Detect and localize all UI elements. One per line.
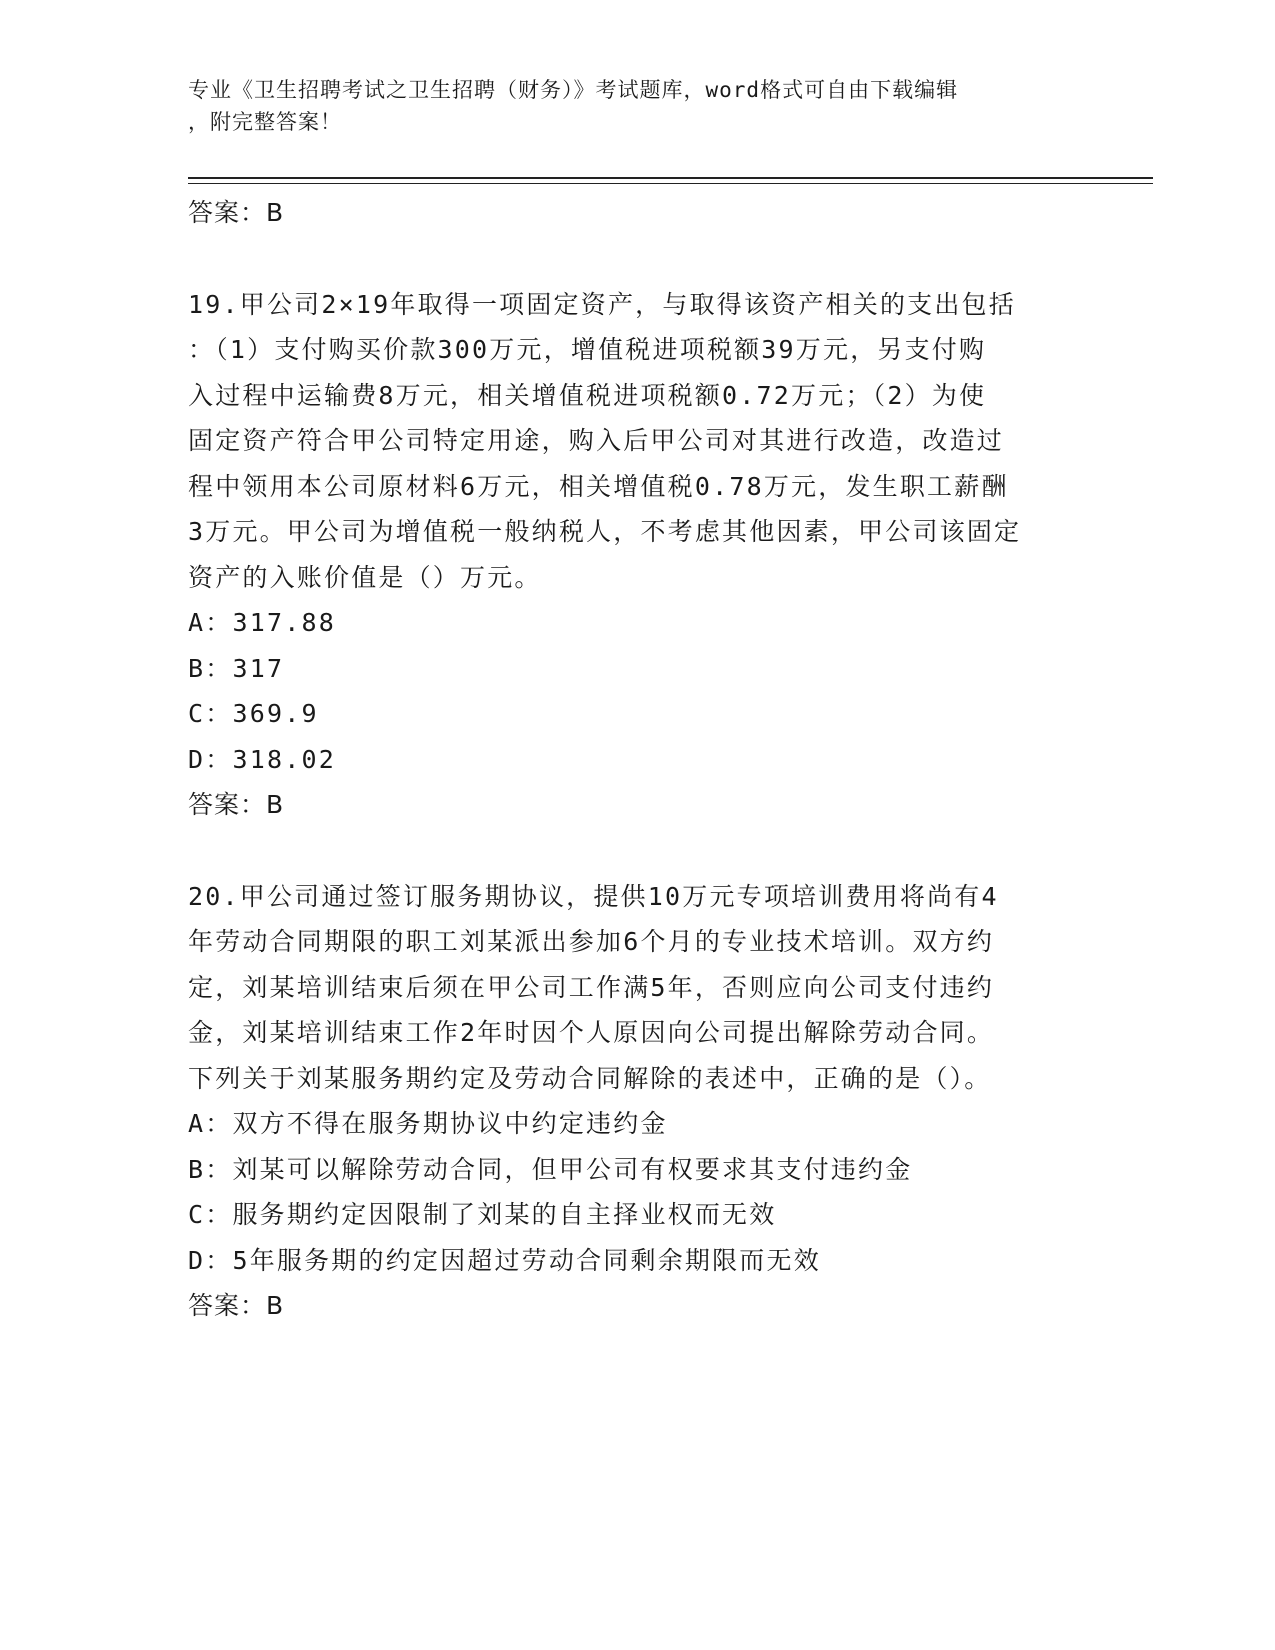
question-line: 20.甲公司通过签订服务期协议，提供10万元专项培训费用将尚有4 <box>188 881 999 911</box>
option-d: D：5年服务期的约定因超过劳动合同剩余期限而无效 <box>188 1245 821 1275</box>
answer: 答案：B <box>188 790 285 819</box>
question-line: 定，刘某培训结束后须在甲公司工作满5年，否则应向公司支付违约 <box>188 972 995 1002</box>
option-a: A：双方不得在服务期协议中约定违约金 <box>188 1109 668 1138</box>
question-line: 程中领用本公司原材料6万元，相关增值税0.78万元，发生职工薪酬 <box>188 471 1009 501</box>
option-b: B：刘某可以解除劳动合同，但甲公司有权要求其支付违约金 <box>188 1154 913 1184</box>
previous-answer: 答案：B <box>188 198 285 227</box>
header-divider-thin <box>188 183 1153 184</box>
question-line: 金，刘某培训结束工作2年时因个人原因向公司提出解除劳动合同。 <box>188 1018 995 1047</box>
answer: 答案：B <box>188 1291 285 1320</box>
header-line-2: ，附完整答案！ <box>188 110 342 134</box>
question-line: ：（1）支付购买价款300万元，增值税进项税额39万元，另支付购 <box>188 335 987 364</box>
option-c: C：369.9 <box>188 699 319 728</box>
question-19 <box>188 282 1088 828</box>
question-20 <box>188 874 1088 1329</box>
option-b: B：317 <box>188 653 285 683</box>
spacer <box>188 236 1088 282</box>
option-c: C：服务期约定因限制了刘某的自主择业权而无效 <box>188 1200 777 1229</box>
question-line: 下列关于刘某服务期约定及劳动合同解除的表述中，正确的是（）。 <box>188 1063 992 1093</box>
document-body <box>188 190 1088 1329</box>
question-line: 3万元。甲公司为增值税一般纳税人，不考虑其他因素，甲公司该固定 <box>188 517 1022 546</box>
spacer <box>188 828 1088 874</box>
header-divider-thick <box>188 177 1153 179</box>
option-d: D：318.02 <box>188 744 336 774</box>
question-line: 资产的入账价值是（）万元。 <box>188 562 542 592</box>
document-header <box>188 74 1078 138</box>
question-line: 入过程中运输费8万元，相关增值税进项税额0.72万元；（2）为使 <box>188 380 987 410</box>
question-line: 年劳动合同期限的职工刘某派出参加6个月的专业技术培训。双方约 <box>188 927 995 956</box>
header-line-1: 专业《卫生招聘考试之卫生招聘（财务）》考试题库，word格式可自由下载编辑 <box>188 78 959 102</box>
question-line: 固定资产符合甲公司特定用途，购入后甲公司对其进行改造，改造过 <box>188 426 1005 455</box>
option-a: A：317.88 <box>188 608 336 637</box>
question-line: 19.甲公司2×19年取得一项固定资产，与取得该资产相关的支出包括 <box>188 289 1016 319</box>
